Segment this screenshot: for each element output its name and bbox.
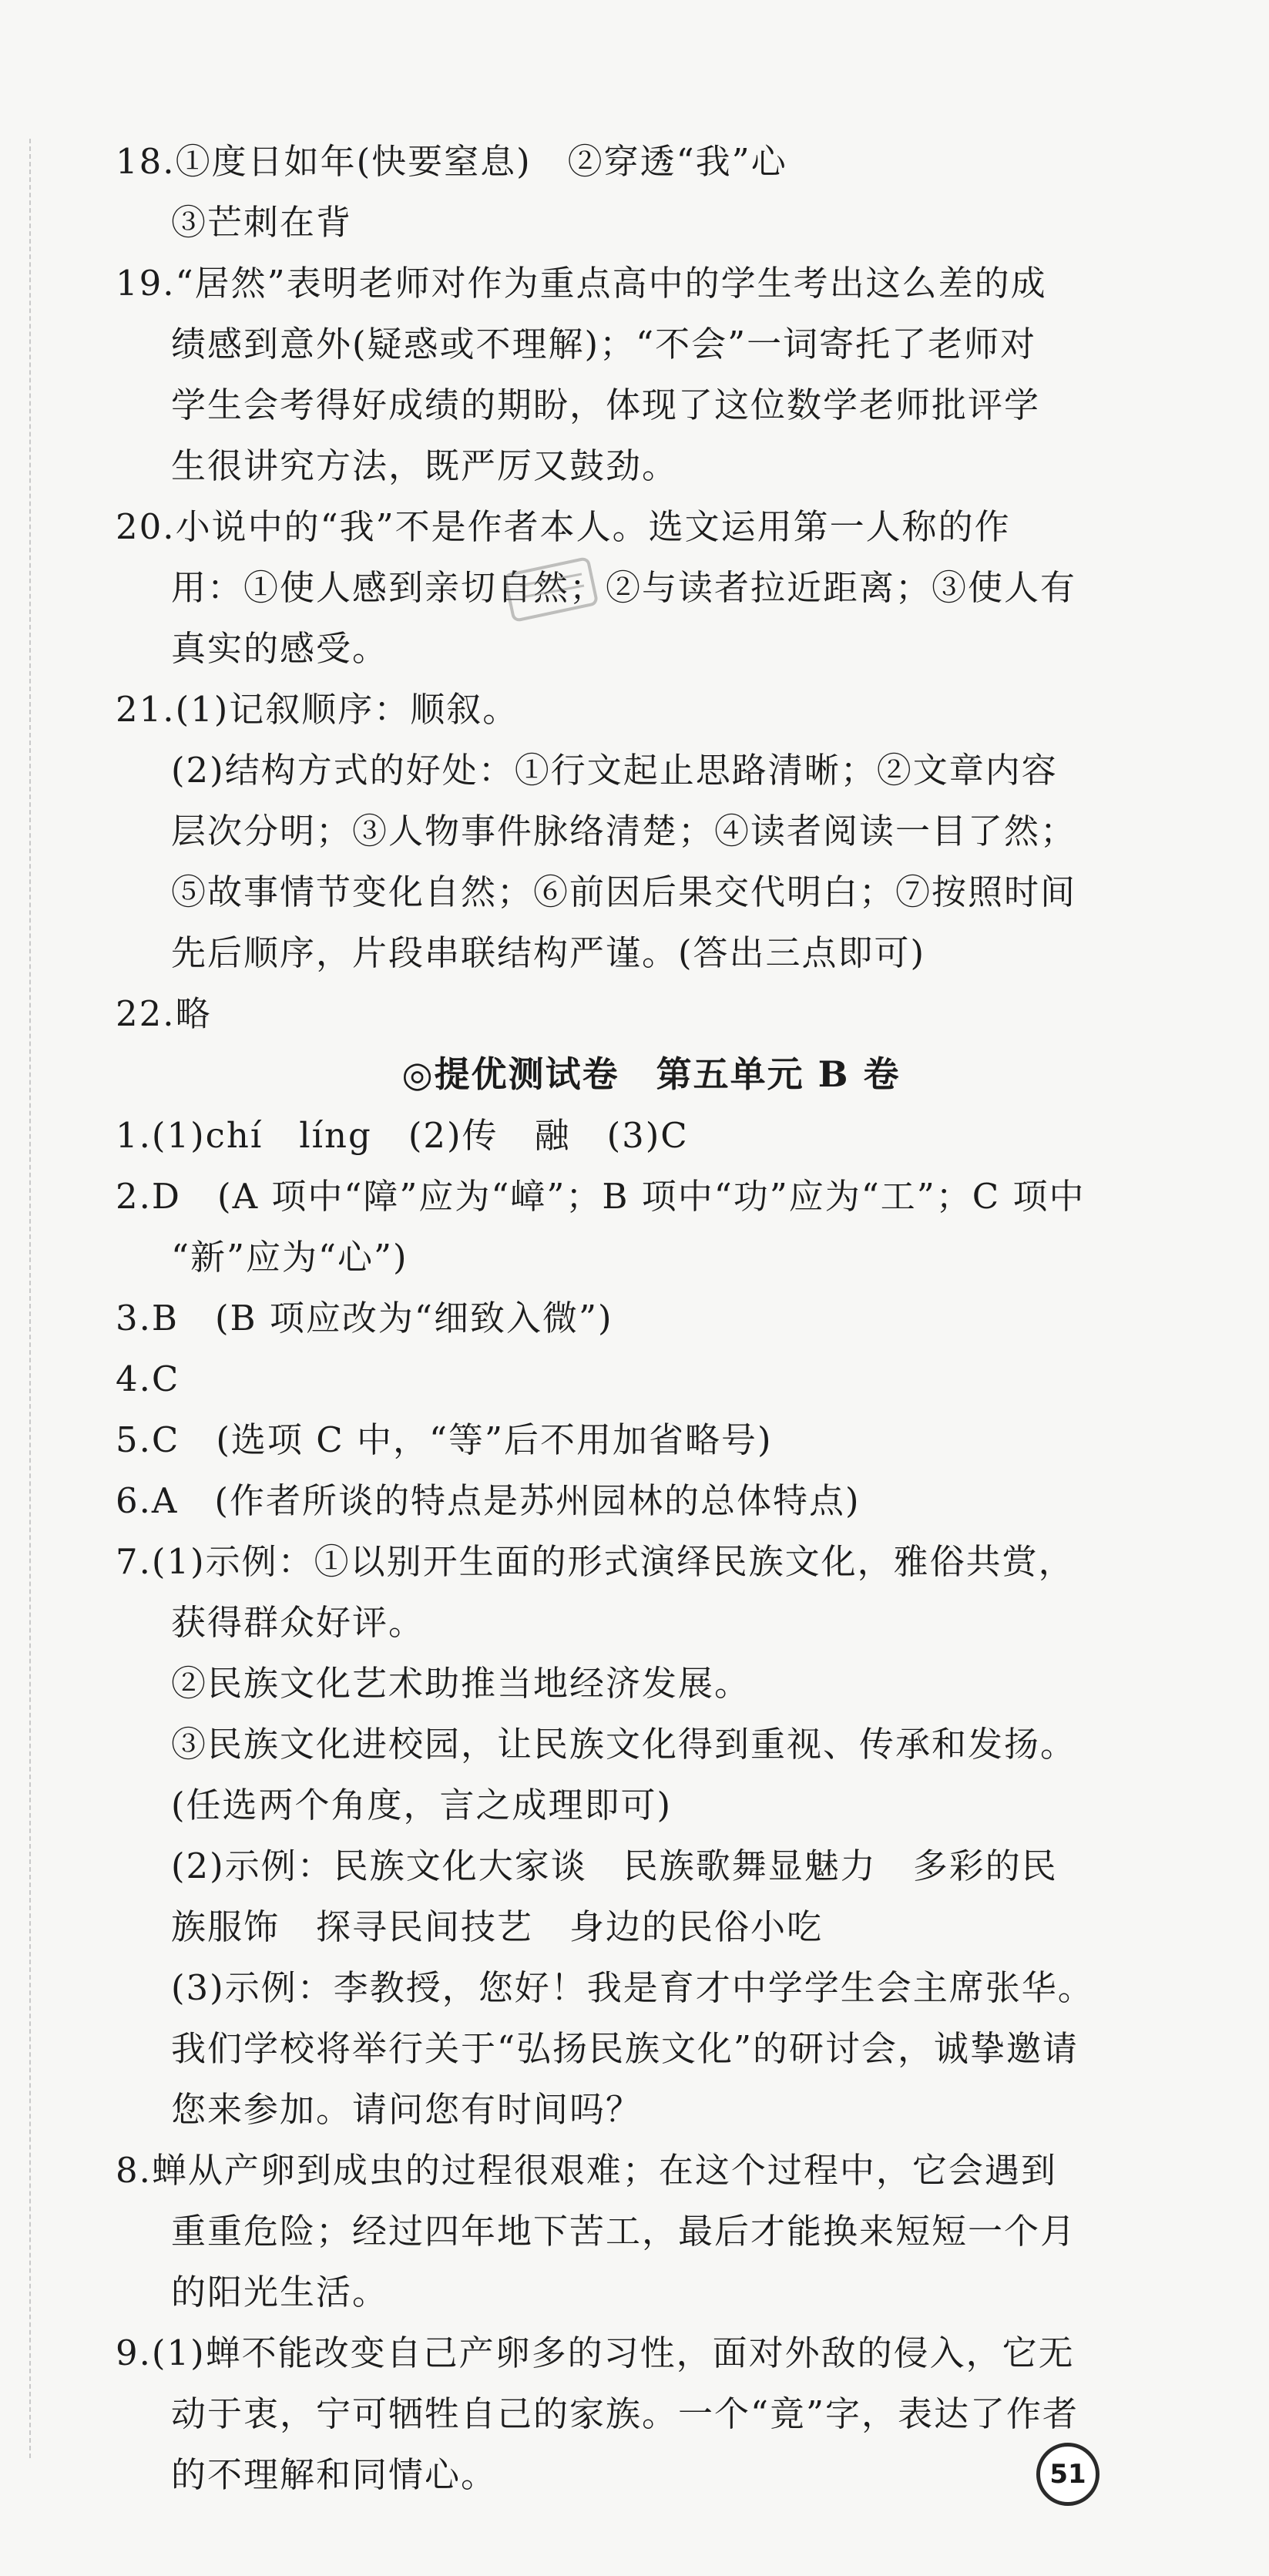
answer-21-cont: 先后顺序，片段串联结构严谨。(答出三点即可) <box>171 932 926 973</box>
answer-20-line: 20.小说中的“我”不是作者本人。选文运用第一人称的作 <box>116 506 1011 547</box>
answer-b4-line: 4.C <box>116 1359 180 1399</box>
answer-text <box>116 137 1094 2511</box>
answer-19-cont: 学生会考得好成绩的期盼，体现了这位数学老师批评学 <box>171 385 1041 425</box>
answer-21-cont: ⑤故事情节变化自然；⑥前因后果交代明白；⑦按照时间 <box>171 872 1077 912</box>
answer-18-line: 18.①度日如年(快要窒息) ②穿透“我”心 <box>116 141 787 182</box>
page-number-badge: 51 <box>1036 2443 1099 2506</box>
answer-22-line: 22.略 <box>116 993 212 1034</box>
answer-b7-cont: (任选两个角度，言之成理即可) <box>171 1785 673 1825</box>
answer-b7-cont: 您来参加。请问您有时间吗？ <box>171 2089 643 2130</box>
answer-b7-cont: 我们学校将举行关于“弘扬民族文化”的研讨会，诚挚邀请 <box>171 2028 1079 2069</box>
answer-19-cont: 生很讲究方法，既严厉又鼓劲。 <box>171 445 679 486</box>
answer-19-line: 19.“居然”表明老师对作为重点高中的学生考出这么差的成 <box>116 263 1047 304</box>
answer-b8-cont: 的阳光生活。 <box>171 2272 389 2312</box>
answer-b7-line: 7.(1)示例：①以别开生面的形式演绎民族文化，雅俗共赏， <box>116 1541 1075 1582</box>
faint-stamp-mark <box>493 532 609 632</box>
answer-b9-cont: 动于衷，宁可牺牲自己的家族。一个“竟”字，表达了作者 <box>171 2393 1079 2434</box>
answer-18-cont: ③芒刺在背 <box>171 202 353 243</box>
answer-b5-line: 5.C (选项 C 中，“等”后不用加省略号) <box>116 1419 773 1460</box>
answer-b3-line: 3.B (B 项应改为“细致入微”) <box>116 1298 613 1338</box>
answer-b7-cont: (2)示例：民族文化大家谈 民族歌舞显魅力 多彩的民 <box>171 1846 1058 1886</box>
answer-b2-cont: “新”应为“心”) <box>171 1237 408 1278</box>
answer-19-cont: 绩感到意外(疑惑或不理解)；“不会”一词寄托了老师对 <box>171 324 1037 364</box>
answer-b6-line: 6.A (作者所谈的特点是苏州园林的总体特点) <box>116 1480 861 1521</box>
answer-20-cont: 真实的感受。 <box>171 628 389 669</box>
answer-20-cont: 用：①使人感到亲切自然；②与读者拉近距离；③使人有 <box>171 567 1077 608</box>
answer-b7-cont: ③民族文化进校园，让民族文化得到重视、传承和发扬。 <box>171 1724 1077 1765</box>
answer-b9-cont: 的不理解和同情心。 <box>171 2454 498 2495</box>
answer-b7-cont: 族服饰 探寻民间技艺 身边的民俗小吃 <box>171 1906 824 1947</box>
section-title: ◎提优测试卷 第五单元 B 卷 <box>401 1053 901 1095</box>
answer-b8-line: 8.蝉从产卵到成虫的过程很艰难；在这个过程中，它会遇到 <box>116 2150 1057 2191</box>
answer-b7-cont: 获得群众好评。 <box>171 1602 425 1643</box>
answer-b7-cont: ②民族文化艺术助推当地经济发展。 <box>171 1663 751 1704</box>
answer-b8-cont: 重重危险；经过四年地下苦工，最后才能换来短短一个月 <box>171 2211 1077 2252</box>
answer-b7-cont: (3)示例：李教授，您好！我是育才中学学生会主席张华。 <box>171 1967 1094 2008</box>
answer-21-cont: 层次分明；③人物事件脉络清楚；④读者阅读一目了然； <box>171 811 1077 851</box>
binding-margin-line <box>29 139 31 2458</box>
answer-21-cont: (2)结构方式的好处：①行文起止思路清晰；②文章内容 <box>171 750 1058 791</box>
answer-b1-line: 1.(1)chí líng (2)传 融 (3)C <box>116 1115 689 1156</box>
answer-21-line: 21.(1)记叙顺序：顺叙。 <box>116 689 519 730</box>
answer-b2-line: 2.D (A 项中“障”应为“嶂”；B 项中“功”应为“工”；C 项中 <box>116 1176 1086 1217</box>
answer-b9-line: 9.(1)蝉不能改变自己产卵多的习性，面对外敌的侵入，它无 <box>116 2333 1075 2373</box>
